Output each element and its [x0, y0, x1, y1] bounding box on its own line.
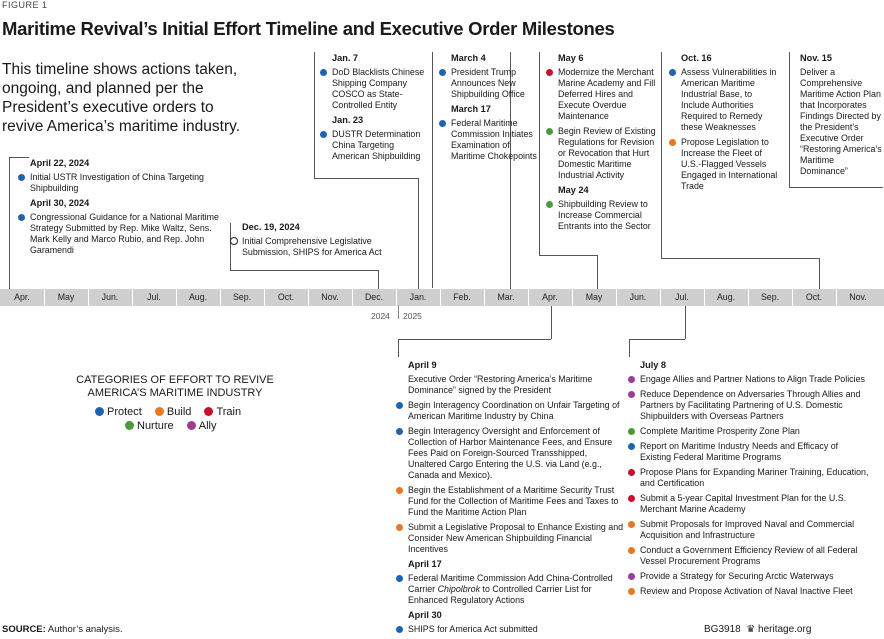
month-label: Sep.: [760, 292, 780, 302]
event-date: Dec. 19, 2024: [242, 222, 300, 232]
event-date: April 9: [408, 360, 437, 370]
event-date: Oct. 16: [681, 53, 712, 63]
protect-dot: [320, 131, 327, 138]
month-label: Apr.: [542, 292, 558, 302]
figure-label: FIGURE 1: [2, 0, 48, 10]
connector-oct-b: [661, 258, 819, 259]
event-item: Begin the Establishment of a Maritime Security Trust Fund for the Collection of Maritime Fees and Taxes to Fund the Maritime Action Plan: [395, 485, 626, 518]
heritage-logo-icon: ♛: [746, 624, 756, 635]
build-dot: [155, 407, 164, 416]
connector-jul-c: [629, 339, 630, 357]
event-item: Assess Vulnerabilities in American Maritime Industrial Base, to Include Authorities Required to Remedy these Weaknesses: [668, 67, 780, 133]
event-item: SHIPS for America Act submitted: [395, 624, 626, 635]
event-date: May 6: [558, 53, 584, 63]
protect-dot: [628, 443, 635, 450]
connector-may-b: [539, 255, 597, 256]
year-divider: [398, 305, 399, 319]
ally-dot: [628, 573, 635, 580]
connector-jul-b: [629, 339, 685, 340]
month-tick: [528, 289, 529, 306]
event-nov2025: [800, 53, 884, 177]
event-date: May 24: [558, 185, 589, 195]
month-tick: [396, 289, 397, 306]
month-tick: [704, 289, 705, 306]
event-item: Shipbuilding Review to Increase Commercial Entrants into the Sector: [545, 199, 657, 232]
event-may2025: [545, 53, 657, 236]
event-item: Modernize the Merchant Marine Academy and Fill Deferred Hires and Execute Overdue Maintenance: [545, 67, 657, 122]
year-label-2024: 2024: [371, 311, 390, 321]
month-tick: [440, 289, 441, 306]
protect-dot: [669, 69, 676, 76]
month-label: Nov.: [849, 292, 867, 302]
connector-jul-a: [685, 306, 686, 339]
chart-title: Maritime Revival’s Initial Effort Timeline and Executive Order Milestones: [2, 18, 615, 39]
event-item: Complete Maritime Prosperity Zone Plan: [627, 426, 870, 437]
event-date: March 17: [451, 104, 491, 114]
footer: [704, 624, 811, 635]
legend-row-2: [120, 420, 221, 432]
month-label: Jun.: [101, 292, 119, 302]
connector-may-a: [539, 52, 540, 255]
connector-oct-c: [819, 258, 820, 289]
source-note: SOURCE: Author’s analysis.: [2, 624, 123, 635]
event-dec2024: [230, 222, 390, 262]
protect-dot: [439, 69, 446, 76]
legend-ally: Ally: [187, 420, 217, 432]
month-label: May: [585, 292, 603, 302]
event-item: Federal Maritime Commission Initiates Examination of Maritime Chokepoints: [438, 118, 538, 162]
month-label: Feb.: [453, 292, 471, 302]
event-date: Jan. 23: [332, 115, 364, 125]
protect-dot: [396, 626, 403, 633]
train-dot: [628, 469, 635, 476]
protect-dot: [396, 575, 403, 582]
event-intro: Executive Order “Restoring America’s Maritime Dominance” signed by the President: [408, 374, 593, 395]
event-item: Begin Interagency Oversight and Enforcement of Collection of Harbor Maintenance Fees, and Ensure Fees Paid on Foreign-Sourced Transshipped, Unaltered Cargo Entering the U.S. via Land (e.g., Canada and Mexico).: [395, 426, 626, 481]
month-label: Jul.: [147, 292, 161, 302]
event-item: DoD Blacklists Chinese Shipping Company COSCO as State-Controlled Entity: [319, 67, 429, 111]
event-text: Deliver a Comprehensive Maritime Action Plan that Incorporates Findings Directed by the President’s Executive Order “Restoring America’s Maritime Dominance”: [800, 67, 882, 176]
event-item: Conduct a Government Efficiency Review of all Federal Vessel Procurement Programs: [627, 545, 870, 567]
protect-dot: [439, 120, 446, 127]
month-label: Oct.: [277, 292, 295, 302]
intro-text: This timeline shows actions taken, ongoing, and planned per the President’s executive orders to revive America’s maritime industry.: [2, 61, 241, 135]
event-apr2024: [17, 158, 222, 260]
event-jan2025: [319, 53, 429, 166]
month-label: Apr.: [14, 292, 30, 302]
event-item: Reduce Dependence on Adversaries Through Allies and Partners by Facilitating Partnering of U.S. Domestic Shipbuilders with Overseas Partners: [627, 389, 870, 422]
build-dot: [669, 139, 676, 146]
event-item: Review and Propose Activation of Naval Inactive Fleet: [627, 586, 870, 597]
month-tick: [44, 289, 45, 306]
month-label: Oct.: [805, 292, 823, 302]
event-date: April 30: [408, 610, 442, 620]
nurture-dot: [546, 201, 553, 208]
event-item: Submit Proposals for Improved Naval and Commercial Acquisition and Infrastructure: [627, 519, 870, 541]
connector-apr2024: [9, 157, 10, 289]
build-dot: [628, 547, 635, 554]
month-tick: [836, 289, 837, 306]
connector-apr2025-a: [551, 306, 552, 339]
protect-dot: [396, 402, 403, 409]
event-apr2025: [408, 360, 626, 639]
year-label-2025: 2025: [403, 311, 422, 321]
month-tick: [616, 289, 617, 306]
event-date: March 4: [451, 53, 486, 63]
month-tick: [484, 289, 485, 306]
month-tick: [748, 289, 749, 306]
connector-nov-b: [789, 187, 883, 188]
month-label: Nov.: [321, 292, 339, 302]
open-circle: [230, 237, 238, 245]
month-tick: [352, 289, 353, 306]
month-tick: [88, 289, 89, 306]
connector-apr2025-b: [398, 339, 551, 340]
ally-dot: [628, 391, 635, 398]
event-date: April 17: [408, 559, 442, 569]
connector-oct-a: [661, 52, 662, 258]
train-dot: [546, 69, 553, 76]
protect-dot: [320, 69, 327, 76]
month-label: Jul.: [675, 292, 689, 302]
event-date: April 30, 2024: [30, 198, 90, 208]
train-dot: [204, 407, 213, 416]
event-jul2025: [640, 360, 870, 601]
event-oct2025: [668, 53, 780, 196]
legend-nurture: Nurture: [125, 420, 174, 432]
connector-jan-b: [314, 178, 418, 179]
event-date: Jan. 7: [332, 53, 359, 63]
event-item: Begin Interagency Coordination on Unfair Targeting of American Maritime Industry by China: [395, 400, 626, 422]
protect-dot: [18, 214, 25, 221]
event-date: July 8: [640, 360, 667, 370]
connector-apr2025-c: [398, 339, 399, 357]
month-tick: [264, 289, 265, 306]
event-item: Propose Plans for Expanding Mariner Training, Education, and Certification: [627, 467, 870, 489]
month-tick: [308, 289, 309, 306]
legend-protect: Protect: [95, 406, 142, 418]
event-item: Provide a Strategy for Securing Arctic Waterways: [627, 571, 870, 582]
month-tick: [176, 289, 177, 306]
connector-dec2024-c: [378, 270, 379, 289]
build-dot: [628, 588, 635, 595]
nurture-dot: [628, 428, 635, 435]
month-label: Jun.: [629, 292, 647, 302]
event-item: Submit a Legislative Proposal to Enhance Existing and Consider New American Shipbuilding Financial Incentives: [395, 522, 626, 555]
event-item: DUSTR Determination China Targeting American Shipbuilding: [319, 129, 429, 162]
event-mar2025: [438, 53, 538, 166]
legend-build: Build: [155, 406, 191, 418]
connector-dec2024-b: [230, 270, 378, 271]
connector-may-c: [597, 255, 598, 289]
legend-title: CATEGORIES OF EFFORT TO REVIVE AMERICA’S MARITIME INDUSTRY: [76, 374, 274, 399]
month-tick: [792, 289, 793, 306]
month-tick: [220, 289, 221, 306]
event-item: Engage Allies and Partner Nations to Align Trade Policies: [627, 374, 870, 385]
event-item: Propose Legislation to Increase the Fleet of U.S.-Flagged Vessels Engaged in International Trade: [668, 137, 780, 192]
train-dot: [628, 495, 635, 502]
connector-jan-c: [418, 178, 419, 289]
protect-dot: [95, 407, 104, 416]
month-label: Sep.: [232, 292, 252, 302]
month-label: Dec.: [364, 292, 384, 302]
legend-train: Train: [204, 406, 241, 418]
event-item: Federal Maritime Commission Add China-Controlled Carrier Chipolbrok to Controlled Carrier List for Enhanced Regulatory Actions: [395, 573, 626, 606]
build-dot: [628, 521, 635, 528]
month-tick: [660, 289, 661, 306]
month-label: Aug.: [716, 292, 736, 302]
event-date: Nov. 15: [800, 53, 832, 63]
nurture-dot: [125, 421, 134, 430]
event-item: Initial USTR Investigation of China Targeting Shipbuilding: [17, 172, 222, 194]
event-date: April 22, 2024: [30, 158, 90, 168]
connector-mar-a: [432, 52, 433, 288]
event-item: Initial Comprehensive Legislative Submission, SHIPS for America Act: [230, 236, 390, 258]
build-dot: [396, 487, 403, 494]
event-item: Begin Review of Existing Regulations for Revision or Revocation that Hurt Domestic Maritime Industrial Activity: [545, 126, 657, 181]
build-dot: [396, 524, 403, 531]
legend-row-1: [90, 406, 246, 418]
event-item: Submit a 5-year Capital Investment Plan for the U.S. Merchant Marine Academy: [627, 493, 870, 515]
month-tick: [132, 289, 133, 306]
nurture-dot: [546, 128, 553, 135]
month-label: Mar.: [497, 292, 515, 302]
month-label: May: [57, 292, 75, 302]
event-item: Congressional Guidance for a National Maritime Strategy Submitted by Rep. Mike Waltz, Sens. Mark Kelly and Marco Rubio, and Rep. John Garamendi: [17, 212, 222, 256]
event-item: Report on Maritime Industry Needs and Efficacy of Existing Federal Maritime Programs: [627, 441, 870, 463]
connector-jan-a: [314, 52, 315, 178]
ally-dot: [628, 376, 635, 383]
protect-dot: [18, 174, 25, 181]
report-id: BG3918: [704, 624, 741, 635]
protect-dot: [396, 428, 403, 435]
month-label: Aug.: [188, 292, 208, 302]
month-label: Jan.: [409, 292, 427, 302]
site-name: heritage.org: [758, 624, 812, 635]
event-item: President Trump Announces New Shipbuilding Office: [438, 67, 538, 100]
ally-dot: [187, 421, 196, 430]
month-tick: [572, 289, 573, 306]
connector-nov-a: [789, 52, 790, 187]
